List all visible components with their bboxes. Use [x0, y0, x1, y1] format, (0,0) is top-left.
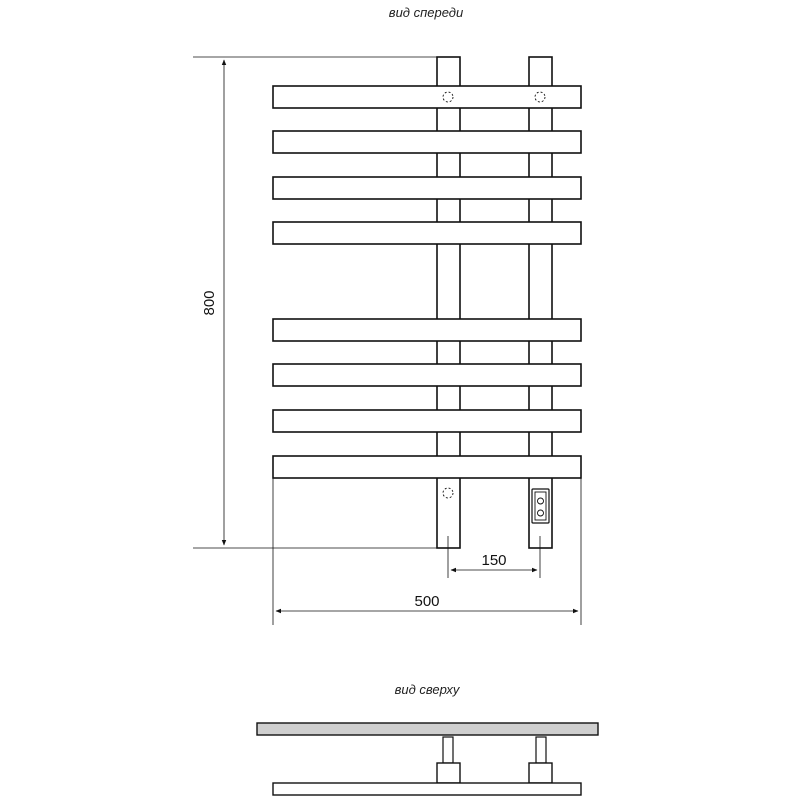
- right-bracket: [529, 737, 552, 783]
- top-view-caption: вид сверху: [394, 682, 460, 697]
- bar: [273, 177, 581, 199]
- front-view: [273, 57, 581, 548]
- wall-plate: [273, 783, 581, 795]
- bar: [273, 319, 581, 341]
- axis-distance-dimension: [448, 536, 540, 578]
- bar: [273, 131, 581, 153]
- width-label: 500: [414, 593, 440, 610]
- front-view-caption: вид спереди: [388, 5, 464, 20]
- left-bracket: [437, 737, 460, 783]
- top-view: [257, 723, 598, 795]
- switch-icon: [532, 489, 549, 523]
- bar: [273, 222, 581, 244]
- bar: [273, 86, 581, 108]
- height-label: 800: [201, 290, 218, 316]
- bar: [273, 364, 581, 386]
- axis-distance-label: 150: [481, 552, 507, 569]
- bar: [273, 410, 581, 432]
- bar: [273, 456, 581, 478]
- top-bar: [257, 723, 598, 735]
